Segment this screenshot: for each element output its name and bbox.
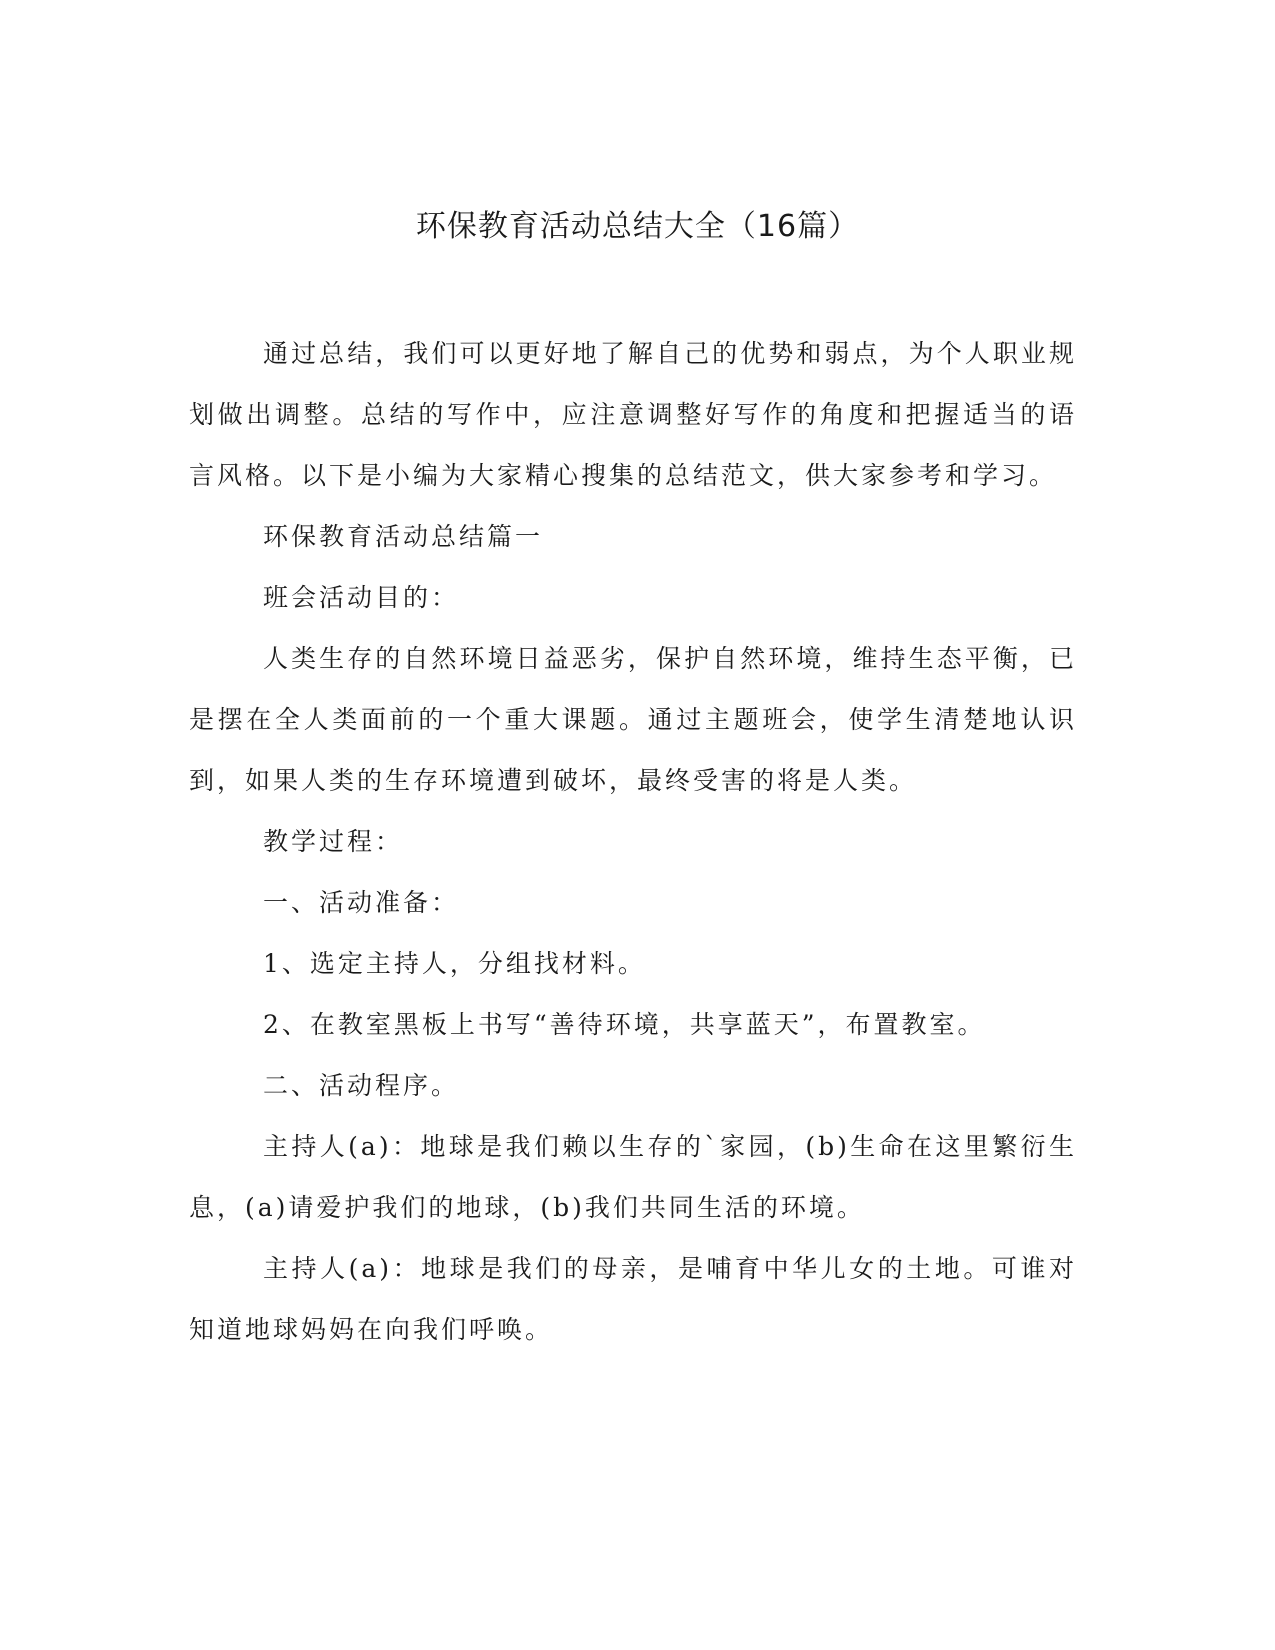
paragraph-prep-item-1: 1、选定主持人，分组找材料。 bbox=[263, 949, 646, 978]
paragraph-purpose-text: 人类生存的自然环境日益恶劣，保护自然环境，维持生态平衡，已是摆在全人类面前的一个重大课题。通过主题班会，使学生清楚地认识到，如果人类的生存环境遭到破坏，最终受害的将是人类。 bbox=[189, 644, 1077, 795]
paragraph-intro: 通过总结，我们可以更好地了解自己的优势和弱点，为个人职业规划做出调整。总结的写作中，应注意调整好写作的角度和把握适当的语言风格。以下是小编为大家精心搜集的总结范文，供大家参考和学习。 bbox=[189, 339, 1077, 490]
document-body bbox=[189, 323, 1077, 1360]
paragraph-procedure-heading: 二、活动程序。 bbox=[263, 1071, 460, 1100]
paragraph-purpose-label: 班会活动目的： bbox=[263, 583, 460, 612]
document-title: 环保教育活动总结大全（16篇） bbox=[415, 209, 860, 244]
paragraph-prep-item-2: 2、在教室黑板上书写“善待环境，共享蓝天”，布置教室。 bbox=[263, 1010, 986, 1039]
paragraph-prep-heading: 一、活动准备： bbox=[263, 888, 460, 917]
paragraph-host-1: 主持人(a)：地球是我们赖以生存的`家园，(b)生命在这里繁衍生息，(a)请爱护我们的地球，(b)我们共同生活的环境。 bbox=[189, 1132, 1077, 1222]
paragraph-process-label: 教学过程： bbox=[263, 827, 404, 856]
section-heading-1: 环保教育活动总结篇一 bbox=[263, 522, 544, 551]
paragraph-host-2: 主持人(a)：地球是我们的母亲，是哺育中华儿女的土地。可谁对知道地球妈妈在向我们呼唤。 bbox=[189, 1254, 1077, 1344]
